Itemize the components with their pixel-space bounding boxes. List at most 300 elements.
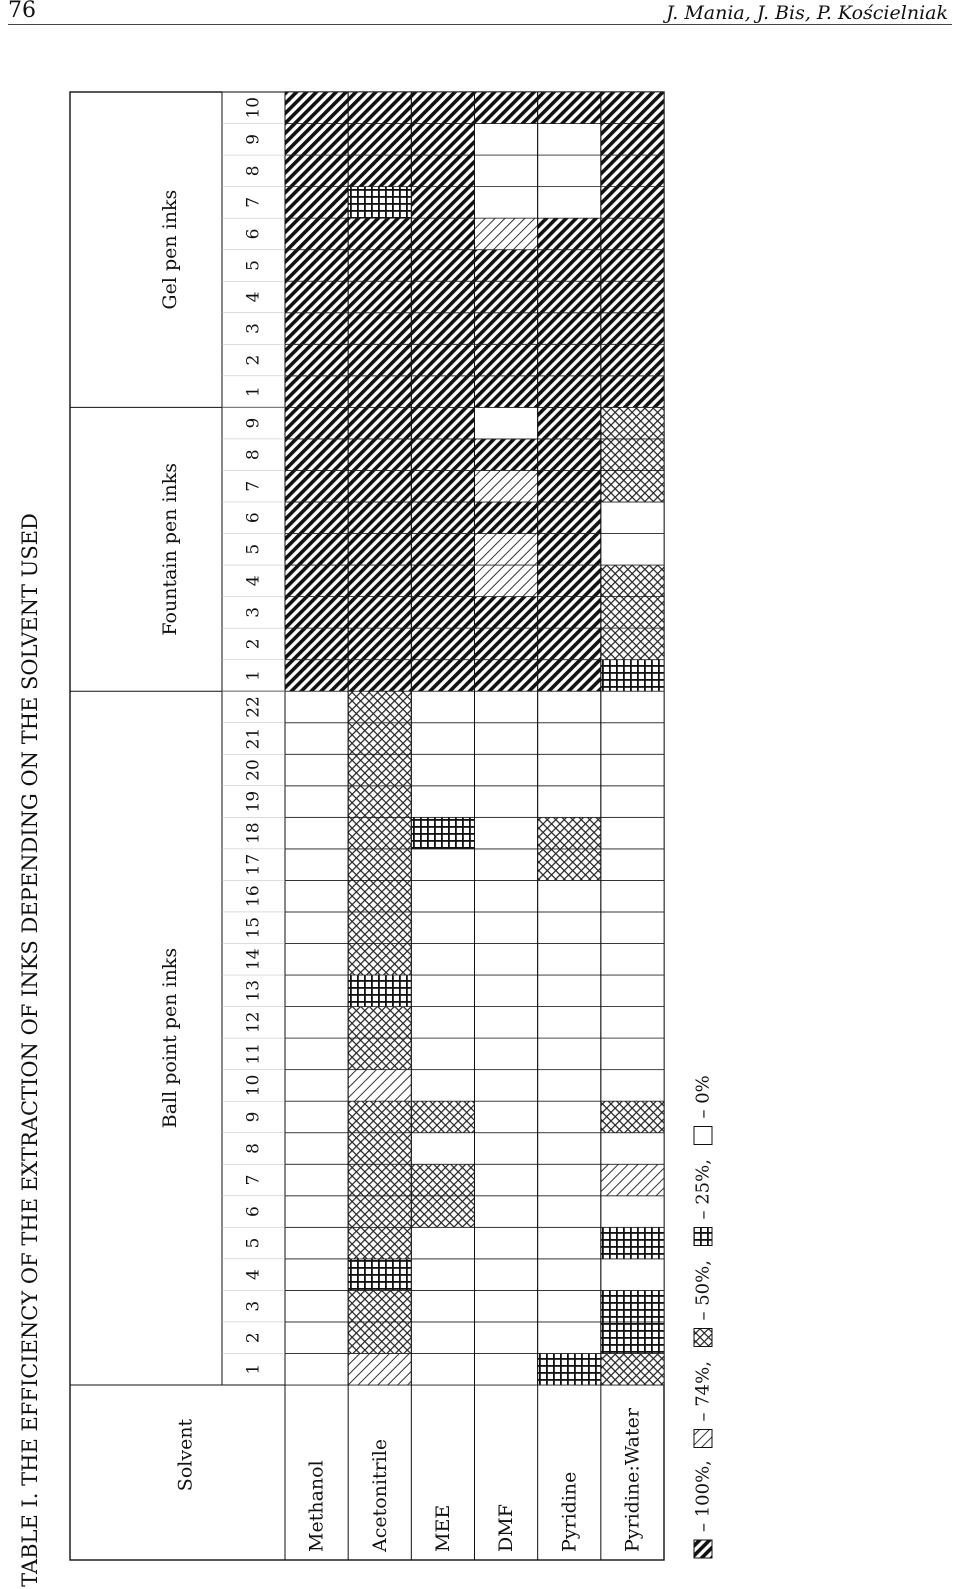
cell-Pyridine:Water-28 [601, 502, 664, 534]
cell-MEE-12 [411, 1007, 474, 1039]
cell-Methanol-21 [285, 723, 348, 755]
column-number: 17 [243, 853, 264, 876]
cell-Pyridine:Water-3 [601, 1290, 664, 1322]
cell-Pyridine:Water-31 [601, 407, 664, 439]
cell-Pyridine-39 [538, 155, 601, 187]
cell-Pyridine:Water-33 [601, 344, 664, 376]
cell-DMF-32 [475, 376, 538, 408]
cell-Acetonitrile-38 [348, 187, 411, 219]
cell-Methanol-40 [285, 124, 348, 156]
cell-MEE-31 [411, 407, 474, 439]
cell-Pyridine-8 [538, 1133, 601, 1165]
legend-label: – 50%, [692, 1260, 714, 1321]
cell-Pyridine:Water-36 [601, 250, 664, 282]
cell-DMF-30 [475, 439, 538, 471]
column-number: 1 [243, 386, 264, 398]
cell-Pyridine:Water-24 [601, 628, 664, 660]
column-number: 11 [243, 1043, 264, 1065]
cell-MEE-16 [411, 880, 474, 912]
cell-Acetonitrile-16 [348, 880, 411, 912]
cell-Pyridine-5 [538, 1227, 601, 1259]
cell-Pyridine:Water-30 [601, 439, 664, 471]
column-number: 20 [243, 759, 264, 781]
cell-Pyridine-1 [538, 1353, 601, 1385]
cell-Acetonitrile-19 [348, 786, 411, 818]
cell-Acetonitrile-36 [348, 250, 411, 282]
cell-Methanol-11 [285, 1038, 348, 1070]
cell-Pyridine-14 [538, 943, 601, 975]
cell-MEE-3 [411, 1290, 474, 1322]
column-number: 3 [243, 606, 264, 618]
cell-Acetonitrile-27 [348, 534, 411, 566]
cell-MEE-27 [411, 534, 474, 566]
cell-MEE-18 [411, 817, 474, 849]
cell-Pyridine:Water-41 [601, 92, 664, 124]
cell-Methanol-23 [285, 660, 348, 692]
legend-swatch [694, 1329, 712, 1347]
cell-Pyridine:Water-20 [601, 754, 664, 786]
cell-Pyridine-29 [538, 470, 601, 502]
cell-Acetonitrile-41 [348, 92, 411, 124]
cell-Pyridine:Water-11 [601, 1038, 664, 1070]
cell-Pyridine:Water-32 [601, 376, 664, 408]
column-number: 19 [243, 790, 264, 813]
cell-Pyridine-6 [538, 1196, 601, 1228]
cell-Methanol-7 [285, 1164, 348, 1196]
group-header: Gel pen inks [159, 189, 181, 310]
cell-DMF-26 [475, 565, 538, 597]
cell-Acetonitrile-17 [348, 849, 411, 881]
cell-DMF-17 [475, 849, 538, 881]
solvent-label: MEE [431, 1504, 454, 1552]
cell-DMF-1 [475, 1353, 538, 1385]
cell-Pyridine:Water-7 [601, 1164, 664, 1196]
cell-MEE-24 [411, 628, 474, 660]
legend-swatch [694, 1430, 712, 1448]
cell-Acetonitrile-21 [348, 723, 411, 755]
cell-Pyridine:Water-15 [601, 912, 664, 944]
cell-DMF-16 [475, 880, 538, 912]
cell-Acetonitrile-9 [348, 1101, 411, 1133]
cell-Acetonitrile-13 [348, 975, 411, 1007]
cell-Pyridine-16 [538, 880, 601, 912]
cell-Methanol-3 [285, 1290, 348, 1322]
legend-swatch [694, 1228, 712, 1246]
cell-Methanol-34 [285, 313, 348, 345]
cell-DMF-21 [475, 723, 538, 755]
solvent-label: Pyridine:Water [621, 1408, 644, 1552]
cell-MEE-13 [411, 975, 474, 1007]
cell-MEE-20 [411, 754, 474, 786]
running-authors: J. Mania, J. Bis, P. Kościelniak [666, 2, 948, 24]
cell-Acetonitrile-12 [348, 1007, 411, 1039]
cell-Methanol-5 [285, 1227, 348, 1259]
cell-Pyridine-41 [538, 92, 601, 124]
cell-Pyridine-22 [538, 691, 601, 723]
cell-MEE-9 [411, 1101, 474, 1133]
cell-Pyridine-40 [538, 124, 601, 156]
cell-Methanol-1 [285, 1353, 348, 1385]
column-number: 14 [243, 948, 264, 971]
cell-Acetonitrile-2 [348, 1322, 411, 1354]
column-number: 13 [243, 979, 264, 1002]
cell-Pyridine-28 [538, 502, 601, 534]
cell-MEE-33 [411, 344, 474, 376]
cell-Pyridine-23 [538, 660, 601, 692]
cell-Methanol-39 [285, 155, 348, 187]
cell-Pyridine-21 [538, 723, 601, 755]
cell-MEE-4 [411, 1259, 474, 1291]
cell-Acetonitrile-37 [348, 218, 411, 250]
column-number: 2 [243, 638, 264, 650]
legend-label: – 74%, [692, 1361, 714, 1422]
cell-Acetonitrile-34 [348, 313, 411, 345]
column-number: 16 [243, 885, 264, 908]
cell-Acetonitrile-26 [348, 565, 411, 597]
column-number: 18 [243, 822, 264, 844]
cell-Pyridine:Water-2 [601, 1322, 664, 1354]
cell-MEE-14 [411, 943, 474, 975]
cell-Pyridine:Water-35 [601, 281, 664, 313]
column-number: 5 [243, 1237, 264, 1249]
column-number: 5 [243, 543, 264, 555]
cell-DMF-3 [475, 1290, 538, 1322]
cell-MEE-29 [411, 470, 474, 502]
cell-Methanol-24 [285, 628, 348, 660]
cell-DMF-31 [475, 407, 538, 439]
cell-Acetonitrile-29 [348, 470, 411, 502]
cell-Acetonitrile-7 [348, 1164, 411, 1196]
cell-Pyridine-36 [538, 250, 601, 282]
cell-Methanol-25 [285, 597, 348, 629]
cell-Pyridine-27 [538, 534, 601, 566]
cell-Pyridine-34 [538, 313, 601, 345]
cell-Pyridine-2 [538, 1322, 601, 1354]
cell-Acetonitrile-33 [348, 344, 411, 376]
cell-MEE-8 [411, 1133, 474, 1165]
cell-DMF-19 [475, 786, 538, 818]
cell-Pyridine:Water-25 [601, 597, 664, 629]
cell-DMF-2 [475, 1322, 538, 1354]
cell-DMF-14 [475, 943, 538, 975]
legend-label: – 100%, [692, 1460, 714, 1532]
cell-Pyridine-3 [538, 1290, 601, 1322]
cell-Pyridine-7 [538, 1164, 601, 1196]
column-number: 8 [243, 165, 264, 177]
cell-Pyridine:Water-34 [601, 313, 664, 345]
cell-MEE-19 [411, 786, 474, 818]
table-grid [18, 92, 714, 1587]
cell-MEE-26 [411, 565, 474, 597]
cell-MEE-41 [411, 92, 474, 124]
cell-DMF-18 [475, 817, 538, 849]
cell-Pyridine:Water-16 [601, 880, 664, 912]
column-number: 9 [243, 1111, 264, 1123]
cell-Methanol-27 [285, 534, 348, 566]
cell-Pyridine-18 [538, 817, 601, 849]
cell-MEE-15 [411, 912, 474, 944]
cell-Acetonitrile-22 [348, 691, 411, 723]
cell-DMF-23 [475, 660, 538, 692]
cell-Methanol-28 [285, 502, 348, 534]
cell-Acetonitrile-25 [348, 597, 411, 629]
cell-MEE-21 [411, 723, 474, 755]
cell-Methanol-26 [285, 565, 348, 597]
cell-DMF-37 [475, 218, 538, 250]
cell-Methanol-16 [285, 880, 348, 912]
cell-Acetonitrile-20 [348, 754, 411, 786]
cell-DMF-4 [475, 1259, 538, 1291]
column-number: 8 [243, 449, 264, 461]
cell-MEE-34 [411, 313, 474, 345]
cell-Acetonitrile-8 [348, 1133, 411, 1165]
solvent-label: Acetonitrile [368, 1438, 391, 1552]
cell-MEE-28 [411, 502, 474, 534]
cell-DMF-27 [475, 534, 538, 566]
cell-Pyridine:Water-12 [601, 1007, 664, 1039]
cell-Pyridine:Water-17 [601, 849, 664, 881]
cell-MEE-10 [411, 1070, 474, 1102]
column-number: 7 [243, 1174, 264, 1186]
column-number: 2 [243, 354, 264, 366]
cell-MEE-7 [411, 1164, 474, 1196]
cell-Methanol-14 [285, 943, 348, 975]
cell-Methanol-29 [285, 470, 348, 502]
cell-DMF-24 [475, 628, 538, 660]
cell-Methanol-13 [285, 975, 348, 1007]
cell-Methanol-6 [285, 1196, 348, 1228]
cell-Pyridine-20 [538, 754, 601, 786]
cell-Pyridine-13 [538, 975, 601, 1007]
cell-MEE-17 [411, 849, 474, 881]
cell-Pyridine-10 [538, 1070, 601, 1102]
cell-MEE-6 [411, 1196, 474, 1228]
cell-DMF-15 [475, 912, 538, 944]
cell-DMF-7 [475, 1164, 538, 1196]
cell-Pyridine-33 [538, 344, 601, 376]
legend-swatch [694, 1127, 712, 1145]
group-header: Fountain pen inks [159, 462, 181, 636]
cell-DMF-29 [475, 470, 538, 502]
cell-MEE-22 [411, 691, 474, 723]
cell-DMF-11 [475, 1038, 538, 1070]
cell-DMF-40 [475, 124, 538, 156]
cell-MEE-23 [411, 660, 474, 692]
cell-Methanol-2 [285, 1322, 348, 1354]
cell-Pyridine:Water-40 [601, 124, 664, 156]
cell-MEE-38 [411, 187, 474, 219]
cell-MEE-39 [411, 155, 474, 187]
cell-Pyridine:Water-13 [601, 975, 664, 1007]
column-number: 9 [243, 417, 264, 429]
cell-Acetonitrile-4 [348, 1259, 411, 1291]
column-number: 4 [243, 291, 264, 303]
cell-Methanol-41 [285, 92, 348, 124]
cell-Methanol-22 [285, 691, 348, 723]
cell-DMF-5 [475, 1227, 538, 1259]
cell-Methanol-20 [285, 754, 348, 786]
column-number: 22 [243, 696, 264, 718]
cell-Acetonitrile-6 [348, 1196, 411, 1228]
cell-Pyridine-32 [538, 376, 601, 408]
cell-Pyridine:Water-9 [601, 1101, 664, 1133]
cell-Pyridine:Water-5 [601, 1227, 664, 1259]
cell-Acetonitrile-28 [348, 502, 411, 534]
cell-Methanol-17 [285, 849, 348, 881]
cell-Pyridine:Water-37 [601, 218, 664, 250]
cell-DMF-9 [475, 1101, 538, 1133]
cell-Methanol-36 [285, 250, 348, 282]
cell-Acetonitrile-14 [348, 943, 411, 975]
cell-Pyridine-9 [538, 1101, 601, 1133]
cell-Methanol-33 [285, 344, 348, 376]
cell-Acetonitrile-39 [348, 155, 411, 187]
cell-DMF-20 [475, 754, 538, 786]
column-number: 1 [243, 670, 264, 681]
cell-Acetonitrile-35 [348, 281, 411, 313]
cell-Pyridine-24 [538, 628, 601, 660]
cell-DMF-34 [475, 313, 538, 345]
cell-Pyridine-37 [538, 218, 601, 250]
cell-Methanol-38 [285, 187, 348, 219]
cell-Pyridine:Water-38 [601, 187, 664, 219]
cell-DMF-39 [475, 155, 538, 187]
cell-Pyridine:Water-10 [601, 1070, 664, 1102]
solvent-label: DMF [495, 1504, 518, 1552]
cell-Acetonitrile-11 [348, 1038, 411, 1070]
cell-Pyridine-26 [538, 565, 601, 597]
cell-DMF-22 [475, 691, 538, 723]
cell-DMF-13 [475, 975, 538, 1007]
cell-Acetonitrile-15 [348, 912, 411, 944]
column-number: 2 [243, 1332, 264, 1344]
cell-MEE-30 [411, 439, 474, 471]
cell-Acetonitrile-24 [348, 628, 411, 660]
column-number: 4 [243, 575, 264, 587]
cell-MEE-35 [411, 281, 474, 313]
group-header: Ball point pen inks [159, 947, 181, 1129]
cell-Pyridine:Water-6 [601, 1196, 664, 1228]
cell-DMF-35 [475, 281, 538, 313]
cell-DMF-36 [475, 250, 538, 282]
cell-MEE-25 [411, 597, 474, 629]
column-number: 6 [243, 1206, 264, 1217]
cell-Methanol-18 [285, 817, 348, 849]
cell-Methanol-35 [285, 281, 348, 313]
cell-Methanol-9 [285, 1101, 348, 1133]
cell-DMF-25 [475, 597, 538, 629]
column-number: 10 [243, 1074, 264, 1097]
table-title: TABLE I. THE EFFICIENCY OF THE EXTRACTION OF INKS DEPENDING ON THE SOLVENT USED [18, 513, 42, 1587]
cell-MEE-40 [411, 124, 474, 156]
cell-Pyridine:Water-14 [601, 943, 664, 975]
legend-label: – 25%, [692, 1159, 714, 1220]
legend-swatch [694, 1540, 712, 1558]
cell-Pyridine:Water-29 [601, 470, 664, 502]
cell-Methanol-37 [285, 218, 348, 250]
solvent-label: Pyridine [558, 1471, 581, 1552]
cell-Pyridine:Water-26 [601, 565, 664, 597]
cell-Methanol-15 [285, 912, 348, 944]
cell-Pyridine-15 [538, 912, 601, 944]
cell-MEE-2 [411, 1322, 474, 1354]
column-number: 10 [243, 96, 264, 119]
cell-MEE-1 [411, 1353, 474, 1385]
column-number: 5 [243, 260, 264, 271]
cell-Pyridine-35 [538, 281, 601, 313]
cell-Pyridine:Water-22 [601, 691, 664, 723]
cell-MEE-11 [411, 1038, 474, 1070]
cell-Pyridine:Water-1 [601, 1353, 664, 1385]
solvent-label: Methanol [305, 1460, 328, 1552]
cell-Pyridine:Water-27 [601, 534, 664, 566]
cell-Pyridine-19 [538, 786, 601, 818]
cell-Acetonitrile-10 [348, 1070, 411, 1102]
cell-Acetonitrile-18 [348, 817, 411, 849]
cell-Pyridine-12 [538, 1007, 601, 1039]
column-number: 8 [243, 1143, 264, 1154]
cell-Acetonitrile-32 [348, 376, 411, 408]
cell-Acetonitrile-31 [348, 407, 411, 439]
cell-Pyridine-30 [538, 439, 601, 471]
cell-Acetonitrile-30 [348, 439, 411, 471]
cell-Pyridine:Water-23 [601, 660, 664, 692]
cell-Pyridine-38 [538, 187, 601, 219]
column-number: 12 [243, 1011, 264, 1034]
cell-DMF-12 [475, 1007, 538, 1039]
cell-Pyridine:Water-18 [601, 817, 664, 849]
cell-Methanol-12 [285, 1007, 348, 1039]
cell-Pyridine:Water-8 [601, 1133, 664, 1165]
cell-Pyridine-4 [538, 1259, 601, 1291]
cell-DMF-41 [475, 92, 538, 124]
cell-DMF-8 [475, 1133, 538, 1165]
cell-MEE-37 [411, 218, 474, 250]
column-number: 6 [243, 228, 264, 240]
cell-Methanol-10 [285, 1070, 348, 1102]
column-number: 21 [243, 727, 264, 750]
solvent-header: Solvent [174, 1418, 197, 1492]
cell-MEE-32 [411, 376, 474, 408]
cell-DMF-10 [475, 1070, 538, 1102]
cell-Pyridine-25 [538, 597, 601, 629]
cell-DMF-33 [475, 344, 538, 376]
column-number: 3 [243, 1300, 264, 1312]
cell-Methanol-4 [285, 1259, 348, 1291]
column-number: 1 [243, 1363, 264, 1375]
page-number: 76 [8, 0, 36, 23]
cell-Pyridine:Water-19 [601, 786, 664, 818]
cell-Acetonitrile-40 [348, 124, 411, 156]
column-number: 6 [243, 512, 264, 524]
cell-Pyridine:Water-4 [601, 1259, 664, 1291]
cell-Pyridine-31 [538, 407, 601, 439]
cell-MEE-36 [411, 250, 474, 282]
cell-Acetonitrile-1 [348, 1353, 411, 1385]
column-number: 7 [243, 196, 264, 208]
cell-Acetonitrile-3 [348, 1290, 411, 1322]
cell-DMF-38 [475, 187, 538, 219]
cell-Methanol-8 [285, 1133, 348, 1165]
cell-Methanol-31 [285, 407, 348, 439]
column-number: 9 [243, 133, 264, 145]
column-number: 4 [243, 1269, 264, 1281]
cell-Acetonitrile-23 [348, 660, 411, 692]
cell-Acetonitrile-5 [348, 1227, 411, 1259]
cell-DMF-28 [475, 502, 538, 534]
cell-DMF-6 [475, 1196, 538, 1228]
cell-MEE-5 [411, 1227, 474, 1259]
